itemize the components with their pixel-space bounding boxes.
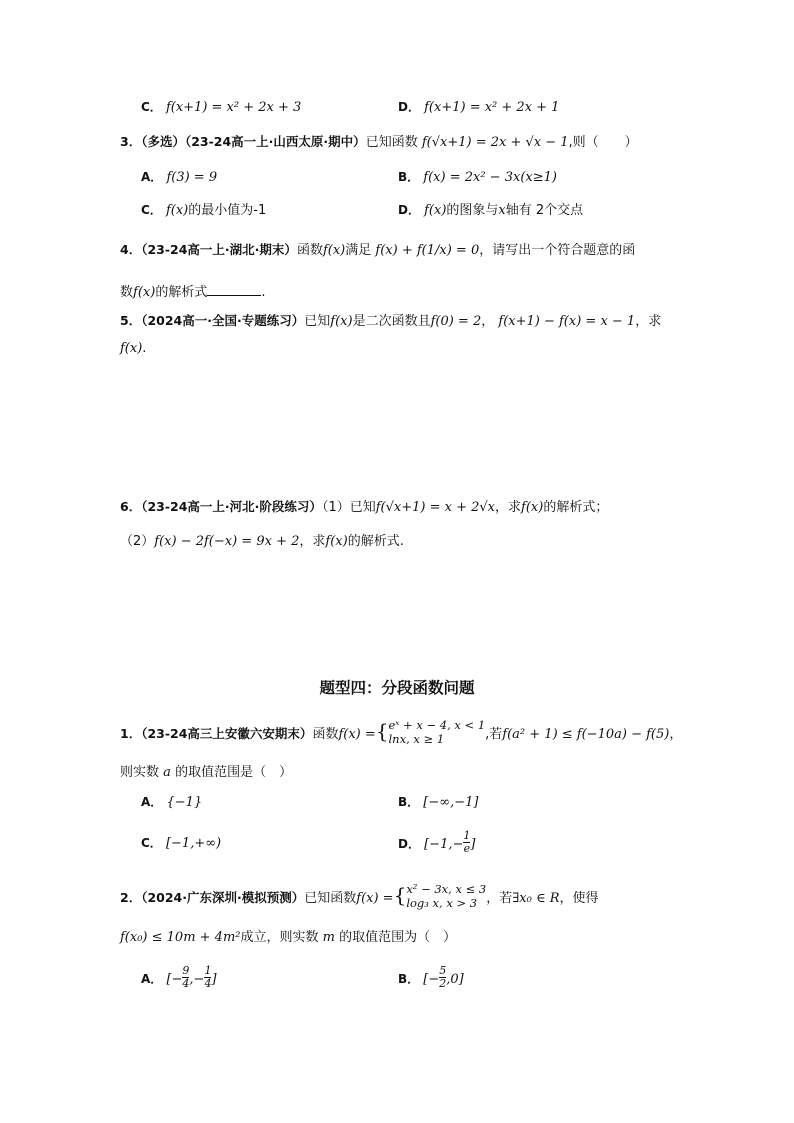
- option-letter: B．: [398, 170, 420, 184]
- option-letter: A．: [141, 170, 163, 184]
- option-math: [−∞,−1]: [423, 795, 479, 810]
- case-2: log₃ x, x > 3: [406, 895, 478, 910]
- s1-stem: [120, 717, 683, 746]
- stem-tail: ,则（ ）: [568, 135, 638, 150]
- option-math-post: ,0]: [446, 972, 464, 987]
- stem-text-2: 的解析式: [155, 285, 208, 300]
- stem-math: f(x): [133, 285, 156, 300]
- section-title: 题型四：分段函数问题: [319, 679, 475, 697]
- stem-text-3: ，: [669, 727, 683, 742]
- stem-text-2: 的取值范围是（ ）: [175, 765, 293, 780]
- s1-line2: [120, 764, 292, 782]
- option-math: f(x+1) = x² + 2x + 1: [424, 100, 560, 115]
- q3-option-a: [141, 168, 217, 187]
- stem-text: 数: [120, 285, 134, 300]
- option-letter: C．: [141, 836, 162, 850]
- part-end: 的解析式.: [347, 534, 404, 549]
- option-math: [−1,+∞): [165, 836, 222, 851]
- option-letter: B．: [398, 795, 420, 809]
- stem-text: 已知函数: [365, 135, 418, 150]
- option-math: f(x): [424, 203, 447, 218]
- option-math-pre: [−: [166, 972, 183, 987]
- question-number: 1．: [120, 726, 142, 741]
- question-number: 6．: [120, 499, 142, 514]
- stem-text-3: ，使得: [559, 891, 599, 906]
- option-letter: A．: [141, 795, 163, 809]
- stem-text: 函数: [296, 243, 323, 258]
- question-source: （23-24高一上·湖北·期末）: [141, 242, 297, 257]
- stem-math: f(x₀) ≤ 10m + 4m²: [120, 930, 241, 945]
- part-text: ，求: [299, 534, 326, 549]
- stem-end: .: [142, 341, 147, 356]
- stem-sep: ，: [481, 314, 495, 329]
- part-end: 的解析式；: [543, 500, 609, 515]
- option-text-2: 轴有 2个交点: [505, 203, 584, 218]
- brace: {: [375, 719, 389, 743]
- s2-option-b: [398, 964, 464, 990]
- option-math: {−1}: [166, 795, 203, 810]
- q6-part1: [120, 498, 608, 517]
- option-math-mid: ,−: [189, 972, 205, 987]
- fraction-denominator: 4: [182, 977, 190, 990]
- stem-math: f(x): [330, 314, 353, 329]
- question-source: （23-24高三上安徽六安期末）: [141, 726, 313, 741]
- option-math-post: ]: [470, 837, 476, 852]
- stem-text: 成立，则实数: [240, 930, 319, 945]
- brace: {: [393, 883, 407, 907]
- prev-option-d: [398, 98, 559, 117]
- stem-math-2: f(0) = 2: [430, 314, 482, 329]
- s2-line2: [120, 929, 456, 947]
- piecewise-cases: [389, 718, 486, 746]
- part-label: （1）已知: [321, 500, 376, 515]
- stem-text: 则实数: [120, 765, 160, 780]
- answer-blank[interactable]: [207, 283, 261, 296]
- stem-math: f(√x+1) = 2x + √x − 1: [421, 135, 569, 150]
- stem-text-2: 是二次函数且: [352, 314, 431, 329]
- fraction-denominator: 4: [204, 977, 212, 990]
- part-math: f(√x+1) = x + 2√x: [375, 500, 495, 515]
- stem-text-3: ，请写出一个符合题意的函: [479, 243, 636, 258]
- stem-text: 已知: [304, 314, 331, 329]
- question-source: （多选）（23-24高一上·山西太原·期中）: [141, 134, 366, 149]
- q3-option-b: [398, 168, 557, 187]
- stem-text-2: ,若: [485, 727, 503, 742]
- stem-text-2: ，若: [486, 891, 513, 906]
- fraction-denominator: 2: [439, 977, 447, 990]
- s2-stem: [120, 881, 599, 910]
- option-letter: B．: [398, 972, 420, 986]
- stem-var: m: [322, 930, 335, 945]
- q6-part2: [120, 533, 404, 551]
- case-2: lnx, x ≥ 1: [388, 731, 445, 746]
- s1-option-b: [398, 793, 478, 812]
- case-1: x² − 3x, x ≤ 3: [406, 881, 487, 896]
- stem-var: a: [163, 765, 171, 780]
- s1-option-c: [141, 834, 221, 853]
- stem-ineq: f(a² + 1) ≤ f(−10a) − f(5): [502, 727, 670, 742]
- part-label: （2）: [120, 534, 155, 549]
- stem-text: 函数: [312, 727, 339, 742]
- fraction-numerator: 1: [204, 964, 212, 977]
- q5-line2: [120, 340, 146, 358]
- q3-option-d: [398, 201, 583, 220]
- part-math: f(x) − 2f(−x) = 9x + 2: [154, 534, 300, 549]
- question-source: （2024高一·全国·专题练习）: [141, 313, 305, 328]
- question-source: （23-24高一上·河北·阶段练习）: [141, 499, 322, 514]
- option-letter: C．: [141, 100, 162, 114]
- s1-option-a: [141, 793, 202, 812]
- option-letter: D．: [398, 100, 420, 114]
- question-source: （2024·广东深圳·模拟预测）: [141, 890, 305, 905]
- option-math-post: ]: [211, 972, 217, 987]
- stem-end: .: [261, 285, 266, 300]
- option-math: f(3) = 9: [166, 170, 218, 185]
- stem-text-2: 满足: [345, 243, 372, 258]
- q5-stem: [120, 312, 661, 331]
- part-math-2: f(x): [521, 500, 544, 515]
- option-letter: D．: [398, 837, 420, 851]
- piecewise-lhs: f(x) =: [356, 891, 394, 906]
- stem-text: 已知函数: [304, 891, 357, 906]
- stem-exists: ∃x₀ ∈ R: [512, 891, 560, 906]
- option-math-pre: [−: [423, 972, 440, 987]
- question-number: 4．: [120, 242, 142, 257]
- question-number: 2．: [120, 890, 142, 905]
- prev-option-c: [141, 98, 301, 117]
- fraction-numerator: 1: [463, 829, 471, 842]
- option-math: f(x+1) = x² + 2x + 3: [165, 100, 302, 115]
- option-letter: A．: [141, 972, 163, 986]
- fraction-numerator: 5: [439, 964, 447, 977]
- q3-stem: [120, 133, 638, 152]
- q4-stem: [120, 241, 635, 260]
- option-math: f(x) = 2x² − 3x(x≥1): [423, 170, 557, 185]
- option-text: 的最小值为-1: [188, 203, 267, 218]
- fraction-numerator: 9: [182, 964, 190, 977]
- s1-option-d: [398, 829, 476, 855]
- option-text: 的图象与: [446, 203, 499, 218]
- q3-option-c: [141, 201, 266, 220]
- stem-text-2: 的取值范围为（ ）: [339, 930, 457, 945]
- case-1: eˣ + x − 4, x < 1: [388, 717, 486, 732]
- s2-option-a: [141, 964, 217, 990]
- piecewise-cases: [406, 882, 486, 910]
- stem-math: f(x): [322, 243, 346, 258]
- option-letter: D．: [398, 203, 420, 217]
- piecewise-lhs: f(x) =: [338, 727, 376, 742]
- q4-line2: [120, 283, 265, 302]
- stem-math: f(x): [120, 341, 143, 356]
- question-number: 3．: [120, 134, 142, 149]
- part-text: ，求: [495, 500, 522, 515]
- question-number: 5．: [120, 313, 142, 328]
- fraction-denominator: e: [463, 842, 471, 855]
- option-math-pre: [−1,−: [424, 837, 464, 852]
- option-letter: C．: [141, 203, 162, 217]
- option-var: x: [498, 203, 506, 218]
- stem-math-3: f(x+1) − f(x) = x − 1: [498, 314, 636, 329]
- option-math: f(x): [165, 203, 189, 218]
- stem-math-2: f(x) + f(1/x) = 0: [375, 243, 480, 258]
- stem-text-3: ，求: [635, 314, 662, 329]
- part-math-2: f(x): [325, 534, 348, 549]
